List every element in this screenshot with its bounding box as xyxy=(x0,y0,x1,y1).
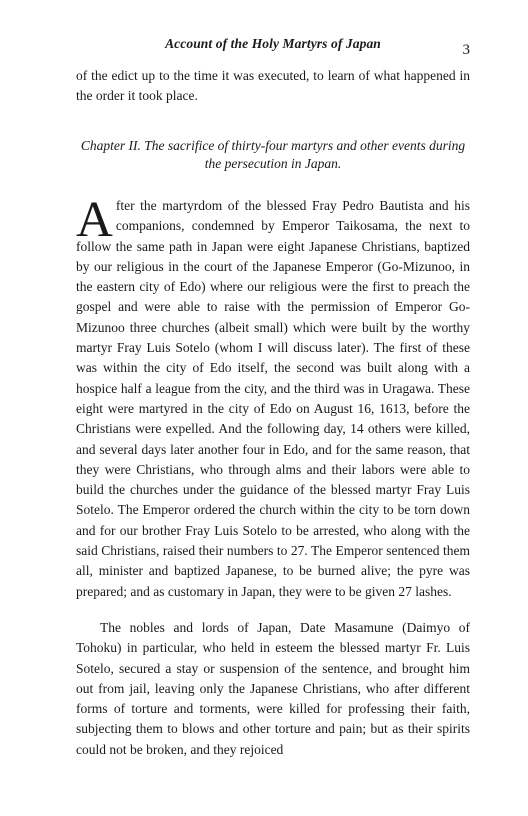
paragraph-1-text: fter the martyrdom of the blessed Fray Pedro Bautista and his companions, condemned by Emperor Taikosama, the next to follow the same path in Japan were eight Japanese Christians, baptized by our religious in the court of the Japanese Emperor (Go-Mizunoo, in the eastern city of Edo) where our religious were the first to preach the gospel and were able to raise with the permission of Emperor Go-Mizunoo three churches (albeit small) which were built by the worthy martyr Fray Luis Sotelo (whom I will discuss later). The first of these was within the city of Edo itself, the second was built along with a hospice half a league from the city, and the third was in Uragawa. These eight were martyred in the city of Edo on August 16, 1613, before the Christians were expelled. And the following day, 14 others were killed, and several days later another four in Edo, and for the same reason, that they were Christians, who through alms and their labors were able to build the churches under the guidance of the blessed martyr Fray Luis Sotelo. The Emperor ordered the church within the city to be torn down and for our brother Fray Luis Sotelo to be arrested, who along with the said Christians, raised their numbers to 27. The Emperor sentenced them all, minister and baptized Japanese, to be burned alive; the pyre was prepared; and as customary in Japan, they were to be given 27 lashes. xyxy=(76,198,470,599)
running-title: Account of the Holy Martyrs of Japan xyxy=(165,36,381,51)
paragraph-1 xyxy=(76,192,470,602)
intro-paragraph: of the edict up to the time it was executed, to learn of what happened in the order it took place. xyxy=(76,68,470,104)
drop-cap: A xyxy=(76,192,113,248)
chapter-heading: Chapter II. The sacrifice of thirty-four martyrs and other events during the persecution in Japan. xyxy=(80,138,466,171)
paragraph-2: The nobles and lords of Japan, Date Masamune (Daimyo of Tohoku) in particular, who held in esteem the blessed martyr Fr. Luis Sotelo, secured a stay or suspension of the sentence, and brought him out from jail, leaving only the Japanese Christians, who after different forms of torture and torments, were killed for professing their faith, subjecting them to blows and other torture and pain; but as their spirits could not be broken, and they rejoiced xyxy=(76,620,470,757)
page-number: 3 xyxy=(462,42,470,58)
